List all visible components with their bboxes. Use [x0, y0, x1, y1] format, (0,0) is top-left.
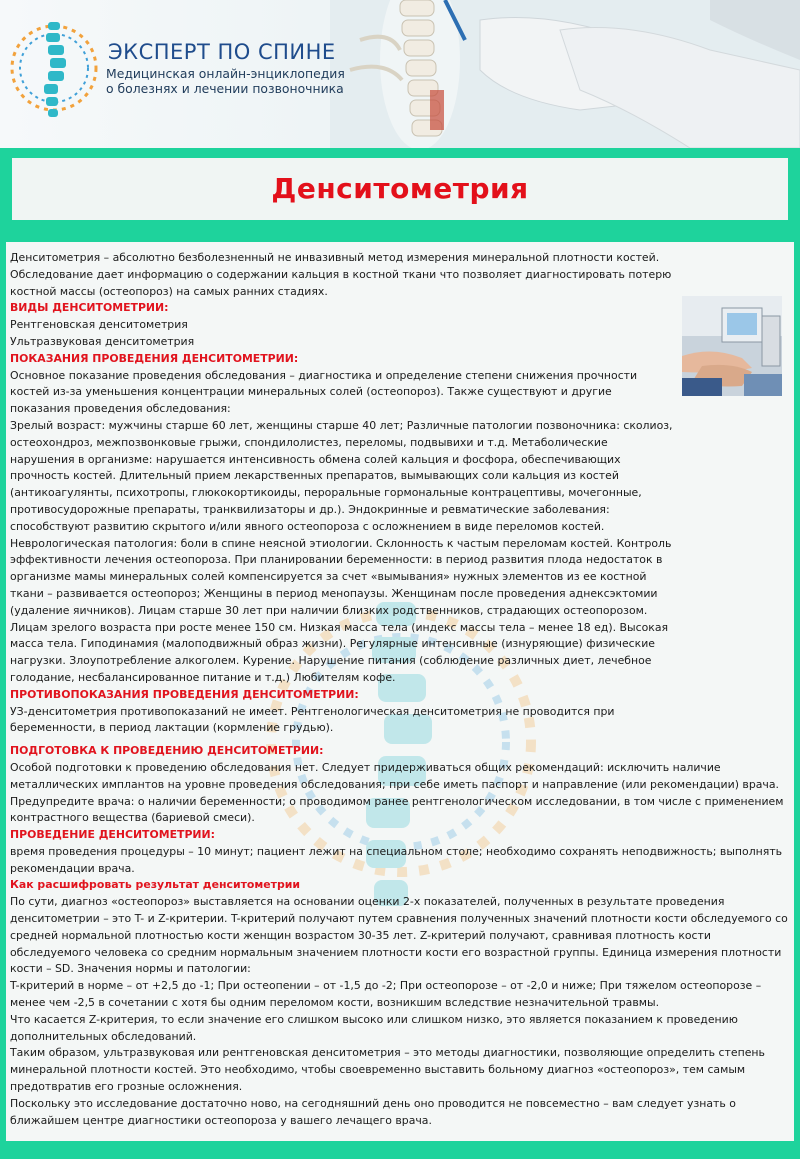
contraindications-heading: ПРОТИВОПОКАЗАНИЯ ПРОВЕДЕНИЯ ДЕНСИТОМЕТРИИ:	[10, 687, 359, 701]
title-panel	[12, 158, 788, 220]
page-title: Денситометрия	[271, 172, 529, 205]
indications-list: Зрелый возраст: мужчины старше 60 лет, женщины старше 40 лет; Различные патологии позвоночника: сколиоз, остеохондроз, межпозвонковые грыжи, спондилолистез, переломы, подвывихи и т.д. Метаболические нарушения в организме: нарушается интенсивность обмена солей кальция и фосфора, обеспечивающих прочность костей. Длительный прием лекарственных препаратов, вымывающих соли кальция из костей (антикоагулянты, психотропы, глюкокортикоиды, пероральные гормональные контрацептивы, мочегонные, противосудорожные препараты, транквилизаторы и др.). Эндокринные и ревматические заболевания: способствуют развитию скрытого и/или явного остеопороза с осложнением в виде переломов костей. Неврологическая патология: боли в спине неясной этиологии. Склонность к частым переломам костей. Контроль эффективности лечения остеопороза. При планировании беременности: в период развития плода недостаток в организме мамы минеральных солей компенсируется за счет «вымывания» нужных элементов из ее костной ткани – развивается остеопороз; Женщины в период менопаузы. Женщинам после проведения аднексэктомии (удаление яичников). Лицам старше 30 лет при наличии близких родственников, страдающих остеопорозом. Лицам зрелого возраста при росте менее 150 см. Низкая масса тела (индекс массы тела – менее 18 ед). Высокая масса тела. Гиподинамия (малоподвижный образ жизни). Регулярные интенсивные (изнуряющие) физические нагрузки. Злоупотребление алкоголем. Курение. Нарушение питания (соблюдение различных диет, лечебное голодание, несбалансированное питание и т.д.) Любителям кофе.	[10, 418, 673, 684]
contraindications-text: УЗ-денситометрия противопоказаний не имеет. Рентгенологическая денситометрия не проводится при беременности, в период лактации (кормление грудью).	[10, 704, 615, 735]
types-heading: ВИДЫ ДЕНСИТОМЕТРИИ:	[10, 301, 169, 315]
list-item: Ультразвуковая денситометрия	[10, 334, 195, 348]
procedure-text: время проведения процедуры – 10 минут; пациент лежит на специальном столе; необходимо сохранять неподвижность; выполнять рекомендации врача.	[10, 844, 783, 875]
preparation-warning: Предупредите врача: о наличии беременности; о проводимом ранее рентгенологическом исследовании, в том числе с применением контрастного вещества (бариевой смеси).	[10, 794, 784, 825]
procedure-heading: ПРОВЕДЕНИЕ ДЕНСИТОМЕТРИИ:	[10, 828, 216, 842]
results-paragraph: По сути, диагноз «остеопороз» выставляется на основании оценки 2-х показателей, полученных в результате проведения денситометрии – это T- и Z-критерии. T-критерий получают путем сравнения полученных значений плотности кости обследуемого со средней нормальной плотностью кости женщин возрастом 30-35 лет. Z-критерий получают, сравнивая плотность кости обследуемого человека со средним нормальным значением плотности кости его возрастной группы. Единица измерения плотности кости – SD. Значения нормы и патологии:	[10, 895, 788, 976]
preparation-heading: ПОДГОТОВКА К ПРОВЕДЕНИЮ ДЕНСИТОМЕТРИИ:	[10, 744, 324, 758]
logo-icon	[8, 8, 100, 128]
title-band	[0, 148, 800, 230]
indications-heading: ПОКАЗАНИЯ ПРОВЕДЕНИЯ ДЕНСИТОМЕТРИИ:	[10, 351, 299, 365]
site-header	[0, 0, 800, 148]
list-item: Рентгеновская денситометрия	[10, 318, 188, 332]
indications-paragraph: Основное показание проведения обследования – диагностика и определение степени снижения прочности костей из-за уменьшения концентрации минеральных солей (остеопороз). Также существуют и другие показания проведения обследования:	[10, 368, 638, 416]
results-paragraph: Поскольку это исследование достаточно ново, на сегодняшний день оно проводится не повсеместно – вам следует узнать о ближайшем центре диагностики остеопороза у вашего лечащего врача.	[10, 1096, 736, 1127]
brand-subtitle: Медицинская онлайн-энциклопедия о болезнях и лечении позвоночника	[106, 66, 345, 96]
preparation-paragraph: Особой подготовки к проведению обследования нет. Следует придерживаться общих рекомендаций: исключить наличие металлических имплантов на уровне проведения обследования; при себе иметь паспорт и направление (или рекомендации) врача.	[10, 760, 780, 791]
article-text	[6, 242, 794, 1129]
results-paragraph: T-критерий в норме – от +2,5 до -1; При остеопении – от -1,5 до -2; При остеопорозе – от -2,0 и ниже; При тяжелом остеопорозе – менее чем -2,5 в сочетании с хотя бы одним переломом кости, возникшим вследствие незначительной травмы.	[10, 979, 762, 1010]
results-paragraph: Таким образом, ультразвуковая или рентгеновская денситометрия – это методы диагностики, позволяющие определить степень минеральной плотности костей. Это необходимо, чтобы своевременно выставить больному диагноз «остеопороз», тем самым предотвратив его грозные осложнения.	[10, 1046, 765, 1094]
intro-paragraph: Денситометрия – абсолютно безболезненный не инвазивный метод измерения минеральной плотности костей. Обследование дает информацию о содержании кальция в костной ткани что позволяет диагностировать потерю костной массы (остеопороз) на самых ранних стадиях.	[10, 251, 672, 298]
article-body	[6, 242, 794, 1141]
results-heading: Как расшифровать результат денситометрии	[10, 878, 301, 892]
spine-doctor-illustration	[330, 0, 800, 148]
results-paragraph: Что касается Z-критерия, то если значение его слишком высоко или слишком низко, это является показанием к проведению дополнительных обследований.	[10, 1012, 738, 1043]
brand-title[interactable]: ЭКСПЕРТ ПО СПИНЕ	[108, 40, 336, 64]
